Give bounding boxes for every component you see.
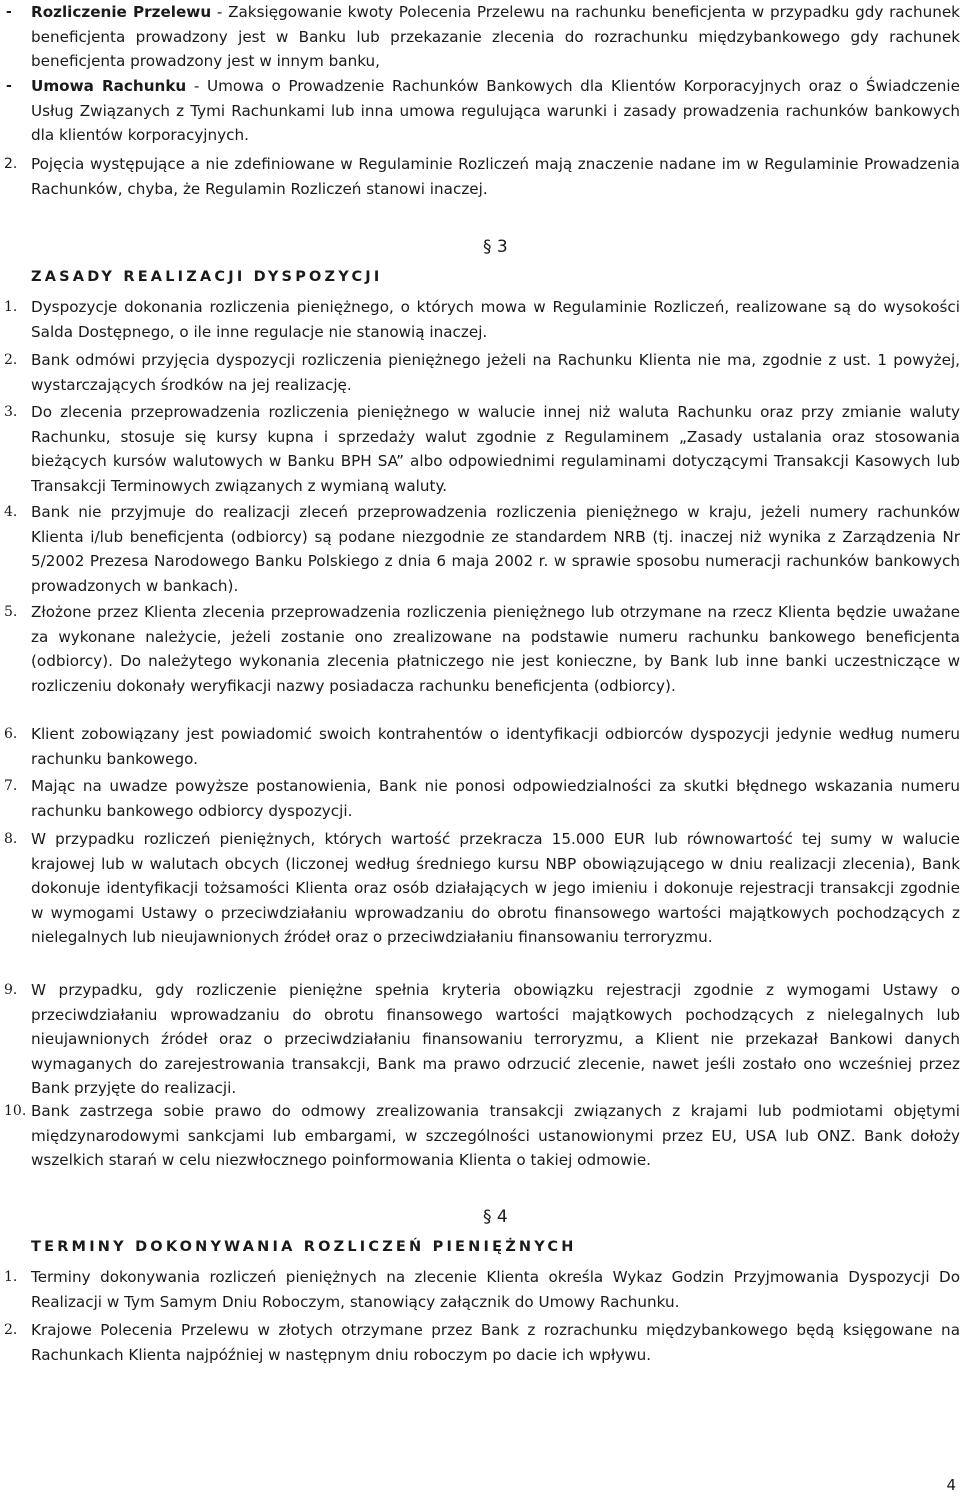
definition-description: - Zaksięgowanie kwoty Polecenia Przelewu na rachunku beneficjenta w przypadku gdy rachunek beneficjenta prowadzony jest w Banku lub przekazanie zlecenia do rozrachunku międzybankowego gdy rachunek beneficjenta prowadzony jest w innym banku, [31,3,960,70]
definition-text [31,74,960,148]
list-item-text: Dyspozycje dokonania rozliczenia pieniężnego, o których mowa w Regulaminie Rozliczeń, realizowane są do wysokości Salda Dostępnego, o ile inne regulacje nie stanowią inaczej. [31,298,960,341]
list-marker: 6. [4,726,18,742]
section-symbol: § 4 [483,1207,508,1227]
list-marker: - [6,78,12,94]
list-item-text: Bank odmówi przyjęcia dyspozycji rozliczenia pieniężnego jeżeli na Rachunku Klienta nie ma, zgodnie z ust. 1 powyżej, wystarczających środków na jej realizację. [31,351,960,394]
list-item-text: Klient zobowiązany jest powiadomić swoich kontrahentów o identyfikacji odbiorców dyspozycji jedynie według numeru rachunku bankowego. [31,725,960,768]
definition-term: Umowa Rachunku [31,77,187,95]
list-item-text: Mając na uwadze powyższe postanowienia, Bank nie ponosi odpowiedzialności za skutki błędnego wskazania numeru rachunku bankowego odbiorcy dyspozycji. [31,777,960,820]
definition-term: Rozliczenie Przelewu [31,3,212,21]
list-marker: 3. [4,404,18,420]
list-marker: 5. [4,604,18,620]
section-symbol: § 3 [483,237,508,257]
list-marker: 2. [4,1322,18,1338]
list-marker: 9. [4,982,18,998]
definition-text [31,0,960,74]
definition-description: - Umowa o Prowadzenie Rachunków Bankowych dla Klientów Korporacyjnych oraz o Świadczenie Usług Związanych z Tymi Rachunkami lub inna umowa regulująca warunki i zasady prowadzenia rachunków bankowych dla klientów korporacyjnych. [31,77,960,144]
list-marker: 8. [4,831,18,847]
list-marker: 10. [4,1103,27,1119]
list-item-text: W przypadku, gdy rozliczenie pieniężne spełnia kryteria obowiązku rejestracji zgodnie z wymogami Ustawy o przeciwdziałaniu wprowadzaniu do obrotu finansowego wartości majątkowych pochodzących z nielegalnych lub nieujawnionych źródeł oraz o przeciwdziałaniu finansowaniu terroryzmu, a Klient nie przekazał Bankowi danych wymaganych do zarejestrowania transakcji, Bank ma prawo odrzucić zlecenie, nawet jeśli zostało ono wcześniej przez Bank przyjęte do realizacji. [31,981,960,1097]
list-item-text: Złożone przez Klienta zlecenia przeprowadzenia rozliczenia pieniężnego lub otrzymane na rzecz Klienta będzie uważane za wykonane należycie, jeżeli zostanie ono zrealizowane na podstawie numeru rachunku bankowego beneficjenta (odbiorcy). Do należytego wykonania zlecenia płatniczego nie jest konieczne, by Bank lub inne banki uczestniczące w rozliczeniu dokonały weryfikacji nazwy posiadacza rachunku beneficjenta (odbiorcy). [31,603,960,695]
list-marker: 1. [4,1269,18,1285]
list-item-text: Pojęcia występujące a nie zdefiniowane w Regulaminie Rozliczeń mają znaczenie nadane im w Regulaminie Prowadzenia Rachunków, chyba, że Regulamin Rozliczeń stanowi inaczej. [31,155,960,198]
list-marker: 1. [4,299,18,315]
section-heading: ZASADY REALIZACJI DYSPOZYCJI [31,269,383,285]
list-marker: 2. [4,352,18,368]
section-heading: TERMINY DOKONYWANIA ROZLICZEŃ PIENIĘŻNYCH [31,1239,577,1255]
list-item-text: Bank nie przyjmuje do realizacji zleceń przeprowadzenia rozliczenia pieniężnego w kraju, jeżeli numery rachunków Klienta i/lub beneficjenta (odbiorcy) są podane niezgodnie ze standardem NRB (tj. inaczej niż wynika z Zarządzenia Nr 5/2002 Prezesa Narodowego Banku Polskiego z dnia 6 maja 2002 r. w sprawie sposobu numeracji rachunków bankowych prowadzonych w bankach). [31,503,960,595]
list-item-text: Bank zastrzega sobie prawo do odmowy zrealizowania transakcji związanych z krajami lub podmiotami objętymi międzynarodowymi sankcjami lub embargami, w szczególności ustanowionymi przez EU, USA lub ONZ. Bank dołoży wszelkich starań w celu niezwłocznego poinformowania Klienta o takiej odmowie. [31,1102,960,1169]
list-item-text: Do zlecenia przeprowadzenia rozliczenia pieniężnego w walucie innej niż waluta Rachunku oraz przy zmianie waluty Rachunku, stosuje się kursy kupna i sprzedaży walut zgodnie z Regulaminem „Zasady ustalania oraz stosowania bieżących kursów walutowych w Banku BPH SA” albo odpowiednimi regulaminami dotyczącymi Transakcji Kasowych lub Transakcji Terminowych związanych z wymianą waluty. [31,403,960,495]
page-number: 4 [946,1475,956,1494]
list-item-text: W przypadku rozliczeń pieniężnych, których wartość przekracza 15.000 EUR lub równowartość tej sumy w walucie krajowej lub w walutach obcych (liczonej według średniego kursu NBP obowiązującego w dniu realizacji zlecenia), Bank dokonuje identyfikacji tożsamości Klienta oraz osób działających w jego imieniu i dokonuje rejestracji transakcji zgodnie w wymogami Ustawy o przeciwdziałaniu wprowadzaniu do obrotu finansowego wartości majątkowych pochodzących z nielegalnych lub nieujawnionych źródeł oraz o przeciwdziałaniu finansowaniu terroryzmu. [31,830,960,946]
list-marker: 7. [4,778,18,794]
list-item-text: Terminy dokonywania rozliczeń pieniężnych na zlecenie Klienta określa Wykaz Godzin Przyjmowania Dyspozycji Do Realizacji w Tym Samym Dniu Roboczym, stanowiący załącznik do Umowy Rachunku. [31,1268,960,1311]
list-item-text: Krajowe Polecenia Przelewu w złotych otrzymane przez Bank z rozrachunku międzybankowego będą księgowane na Rachunkach Klienta najpóźniej w następnym dniu roboczym po dacie ich wpływu. [31,1321,960,1364]
list-marker: 2. [4,156,18,172]
list-marker: - [6,4,12,20]
list-marker: 4. [4,504,18,520]
